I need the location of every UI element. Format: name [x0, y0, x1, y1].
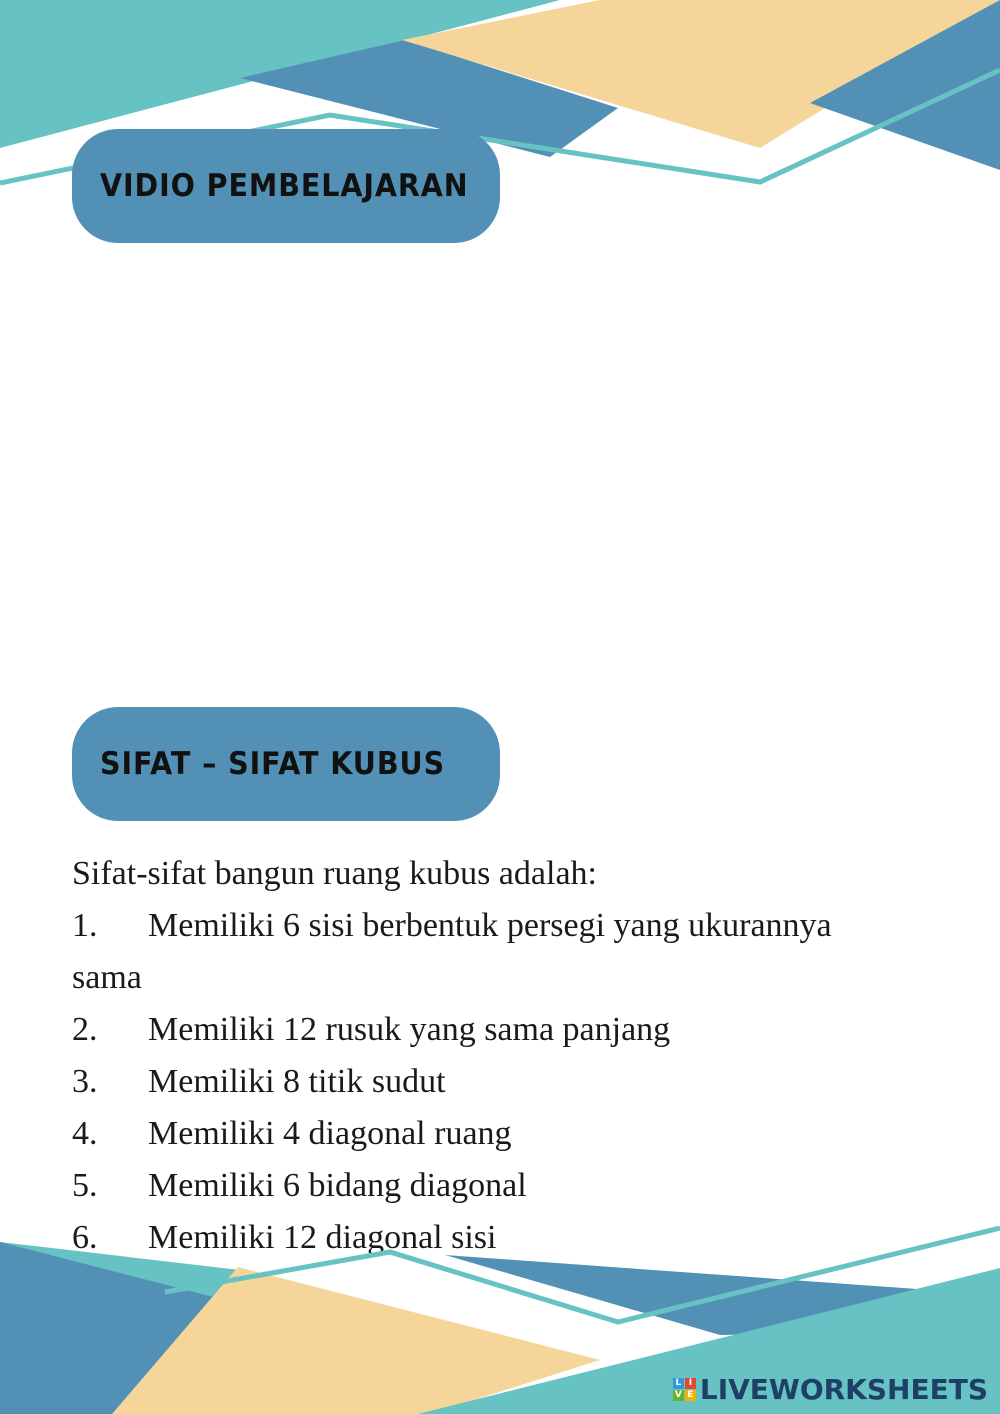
logo-letter: L [673, 1378, 684, 1389]
list-text: Memiliki 8 titik sudut [148, 1063, 446, 1100]
list-number: 3. [72, 1063, 98, 1100]
video-section-title: VIDIO PEMBELAJARAN [100, 168, 469, 204]
list-item [72, 900, 952, 952]
list-item [72, 1056, 952, 1108]
list-text: Memiliki 6 sisi berbentuk persegi yang ukurannya [148, 907, 832, 944]
list-item [72, 1160, 952, 1212]
cube-properties-text [72, 848, 952, 1264]
logo-letter: V [673, 1390, 684, 1401]
list-number: 2. [72, 1011, 98, 1048]
list-number: 1. [72, 907, 98, 944]
list-text: sama [72, 959, 142, 996]
list-number: 5. [72, 1167, 98, 1204]
list-number: 6. [72, 1219, 98, 1256]
logo-letter: E [685, 1390, 696, 1401]
list-item-continuation [72, 952, 952, 1004]
list-item [72, 1108, 952, 1160]
list-text: Memiliki 6 bidang diagonal [148, 1167, 527, 1204]
intro-line: Sifat-sifat bangun ruang kubus adalah: [72, 855, 597, 892]
properties-section-title: SIFAT – SIFAT KUBUS [100, 746, 446, 782]
liveworksheets-wordmark: LIVEWORKSHEETS [699, 1372, 988, 1406]
logo-letter: I [685, 1378, 696, 1389]
properties-list [72, 900, 952, 1264]
list-item [72, 1004, 952, 1056]
list-text: Memiliki 12 rusuk yang sama panjang [148, 1011, 671, 1048]
list-text: Memiliki 12 diagonal sisi [148, 1219, 497, 1256]
video-section-header [72, 129, 500, 243]
properties-section-header [72, 707, 500, 821]
list-text: Memiliki 4 diagonal ruang [148, 1115, 512, 1152]
liveworksheets-logo[interactable] [673, 1372, 988, 1406]
video-placeholder[interactable] [72, 262, 932, 682]
liveworksheets-icon [673, 1378, 696, 1401]
list-number: 4. [72, 1115, 98, 1152]
